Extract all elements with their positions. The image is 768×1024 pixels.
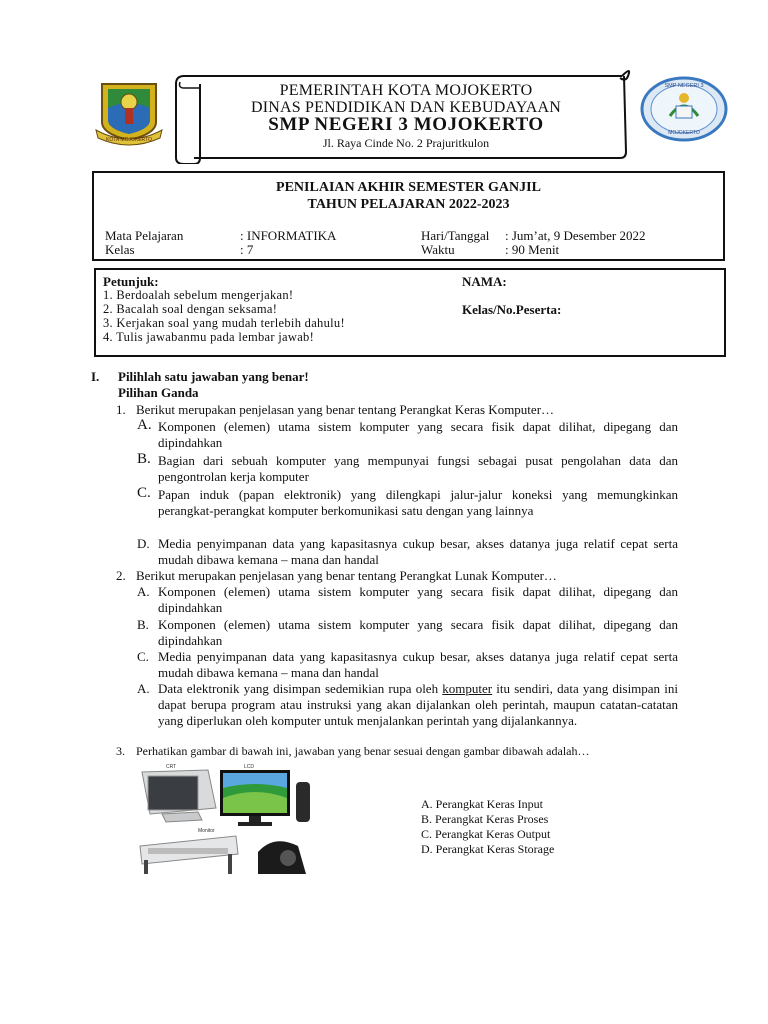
section-subtitle: Pilihan Ganda — [118, 385, 199, 400]
city-emblem-logo — [94, 78, 164, 146]
answer-option-a: A. Perangkat Keras Input — [421, 797, 543, 811]
right-logo-bottom-text: MOJOKERTO — [668, 130, 700, 136]
komputer-link[interactable]: komputer — [442, 681, 493, 696]
option-text: Komponen (elemen) utama sistem komputer yang secara fisik dapat dilihat, dipegang dan dipindahkan — [158, 584, 678, 615]
exam-academic-year: TAHUN PELAJARAN 2022-2023 — [307, 197, 510, 212]
class-label: Kelas — [105, 242, 135, 257]
monitor-label: Monitor — [198, 828, 215, 834]
option-text — [158, 681, 678, 729]
section-number: I. — [91, 369, 100, 384]
instructions-heading: Petunjuk: — [103, 274, 159, 289]
department-name: DINAS PENDIDIKAN DAN KEBUDAYAAN — [250, 99, 562, 116]
question-number: 1. — [116, 402, 126, 417]
school-emblem-logo — [640, 76, 728, 142]
computer-output-devices-image — [138, 762, 310, 874]
subject-label: Mata Pelajaran — [105, 228, 184, 243]
school-name: SMP NEGERI 3 MOJOKERTO — [268, 114, 544, 135]
instruction-item: 1. Berdoalah sebelum mengerjakan! — [103, 288, 294, 302]
option-text: Media penyimpanan data yang kapasitasnya cukup besar, akses datanya juga relatif cepat serta mudah dibawa kemana – mana dan handal — [158, 536, 678, 567]
option-letter: C. — [137, 649, 149, 664]
subject-value: : INFORMATIKA — [240, 228, 337, 243]
government-name: PEMERINTAH KOTA MOJOKERTO — [279, 82, 533, 99]
crt-label: CRT — [166, 764, 177, 770]
question-number: 2. — [116, 568, 126, 583]
instruction-item: 2. Bacalah soal dengan seksama! — [103, 302, 278, 316]
section-title: Pilihlah satu jawaban yang benar! — [118, 369, 309, 384]
option-text: Media penyimpanan data yang kapasitasnya cukup besar, akses datanya juga relatif cepat serta mudah dibawa kemana – mana dan handal — [158, 649, 678, 680]
option-letter: B. — [137, 451, 151, 467]
answer-option-d: D. Perangkat Keras Storage — [421, 842, 555, 856]
question-text: Berikut merupakan penjelasan yang benar tentang Perangkat Keras Komputer… — [136, 402, 555, 417]
instruction-item: 3. Kerjakan soal yang mudah terlebih dahulu! — [103, 316, 345, 330]
day-date-value: : Jum’at, 9 Desember 2022 — [505, 228, 646, 243]
option-text: Komponen (elemen) utama sistem komputer yang secara fisik dapat dilihat, dipegang dan dipindahkan — [158, 617, 678, 648]
question-text: Perhatikan gambar di bawah ini, jawaban yang benar sesuai dengan gambar dibawah adalah… — [136, 744, 590, 758]
option-text: Papan induk (papan elektronik) yang dilengkapi jalur-jalur koneksi yang memungkinkan perangkat-perangkat komputer berkomunikasi satu dengan yang lainnya — [158, 487, 678, 518]
option-letter: A. — [137, 417, 152, 433]
class-value: : 7 — [240, 242, 254, 257]
answer-option-b: B. Perangkat Keras Proses — [421, 812, 549, 826]
exam-title: PENILAIAN AKHIR SEMESTER GANJIL — [276, 180, 541, 195]
option-letter: B. — [137, 617, 149, 632]
option-letter: C. — [137, 485, 151, 501]
option-text: Bagian dari sebuah komputer yang mempunyai fungsi sebagai pusat pengolahan data dan pengontrolan kerja komputer — [158, 453, 678, 484]
day-date-label: Hari/Tanggal — [421, 228, 490, 243]
duration-value: : 90 Menit — [505, 242, 560, 257]
school-address: Jl. Raya Cinde No. 2 Prajuritkulon — [322, 136, 490, 150]
class-number-label: Kelas/No.Peserta: — [462, 302, 562, 317]
option-letter: D. — [137, 536, 150, 551]
option-text-start: Data elektronik yang disimpan sedemikian rupa oleh — [158, 681, 443, 696]
option-text-end: itu sendiri, data yang disimpan ini dapat berupa program atau instruksi yang akan dijalankan oleh perintah, maupun catatan-catatan yang diperlukan oleh komputer untuk menjalankan perintah yang dijalankannya. — [158, 681, 678, 728]
question-text: Berikut merupakan penjelasan yang benar tentang Perangkat Lunak Komputer… — [136, 568, 557, 583]
option-letter: A. — [137, 681, 150, 696]
left-logo-banner-text: KOTA MOJOKERTO — [106, 137, 152, 143]
student-name-label: NAMA: — [462, 274, 507, 289]
answer-option-c: C. Perangkat Keras Output — [421, 827, 551, 841]
duration-label: Waktu — [421, 242, 455, 257]
question-number: 3. — [116, 744, 125, 758]
option-letter: A. — [137, 584, 150, 599]
right-logo-banner-text: SMP NEGERI 3 — [664, 83, 704, 89]
lcd-label: LCD — [244, 764, 255, 770]
instruction-item: 4. Tulis jawabanmu pada lembar jawab! — [103, 330, 315, 344]
option-text: Komponen (elemen) utama sistem komputer yang secara fisik dapat dilihat, dipegang dan dipindahkan — [158, 419, 678, 450]
